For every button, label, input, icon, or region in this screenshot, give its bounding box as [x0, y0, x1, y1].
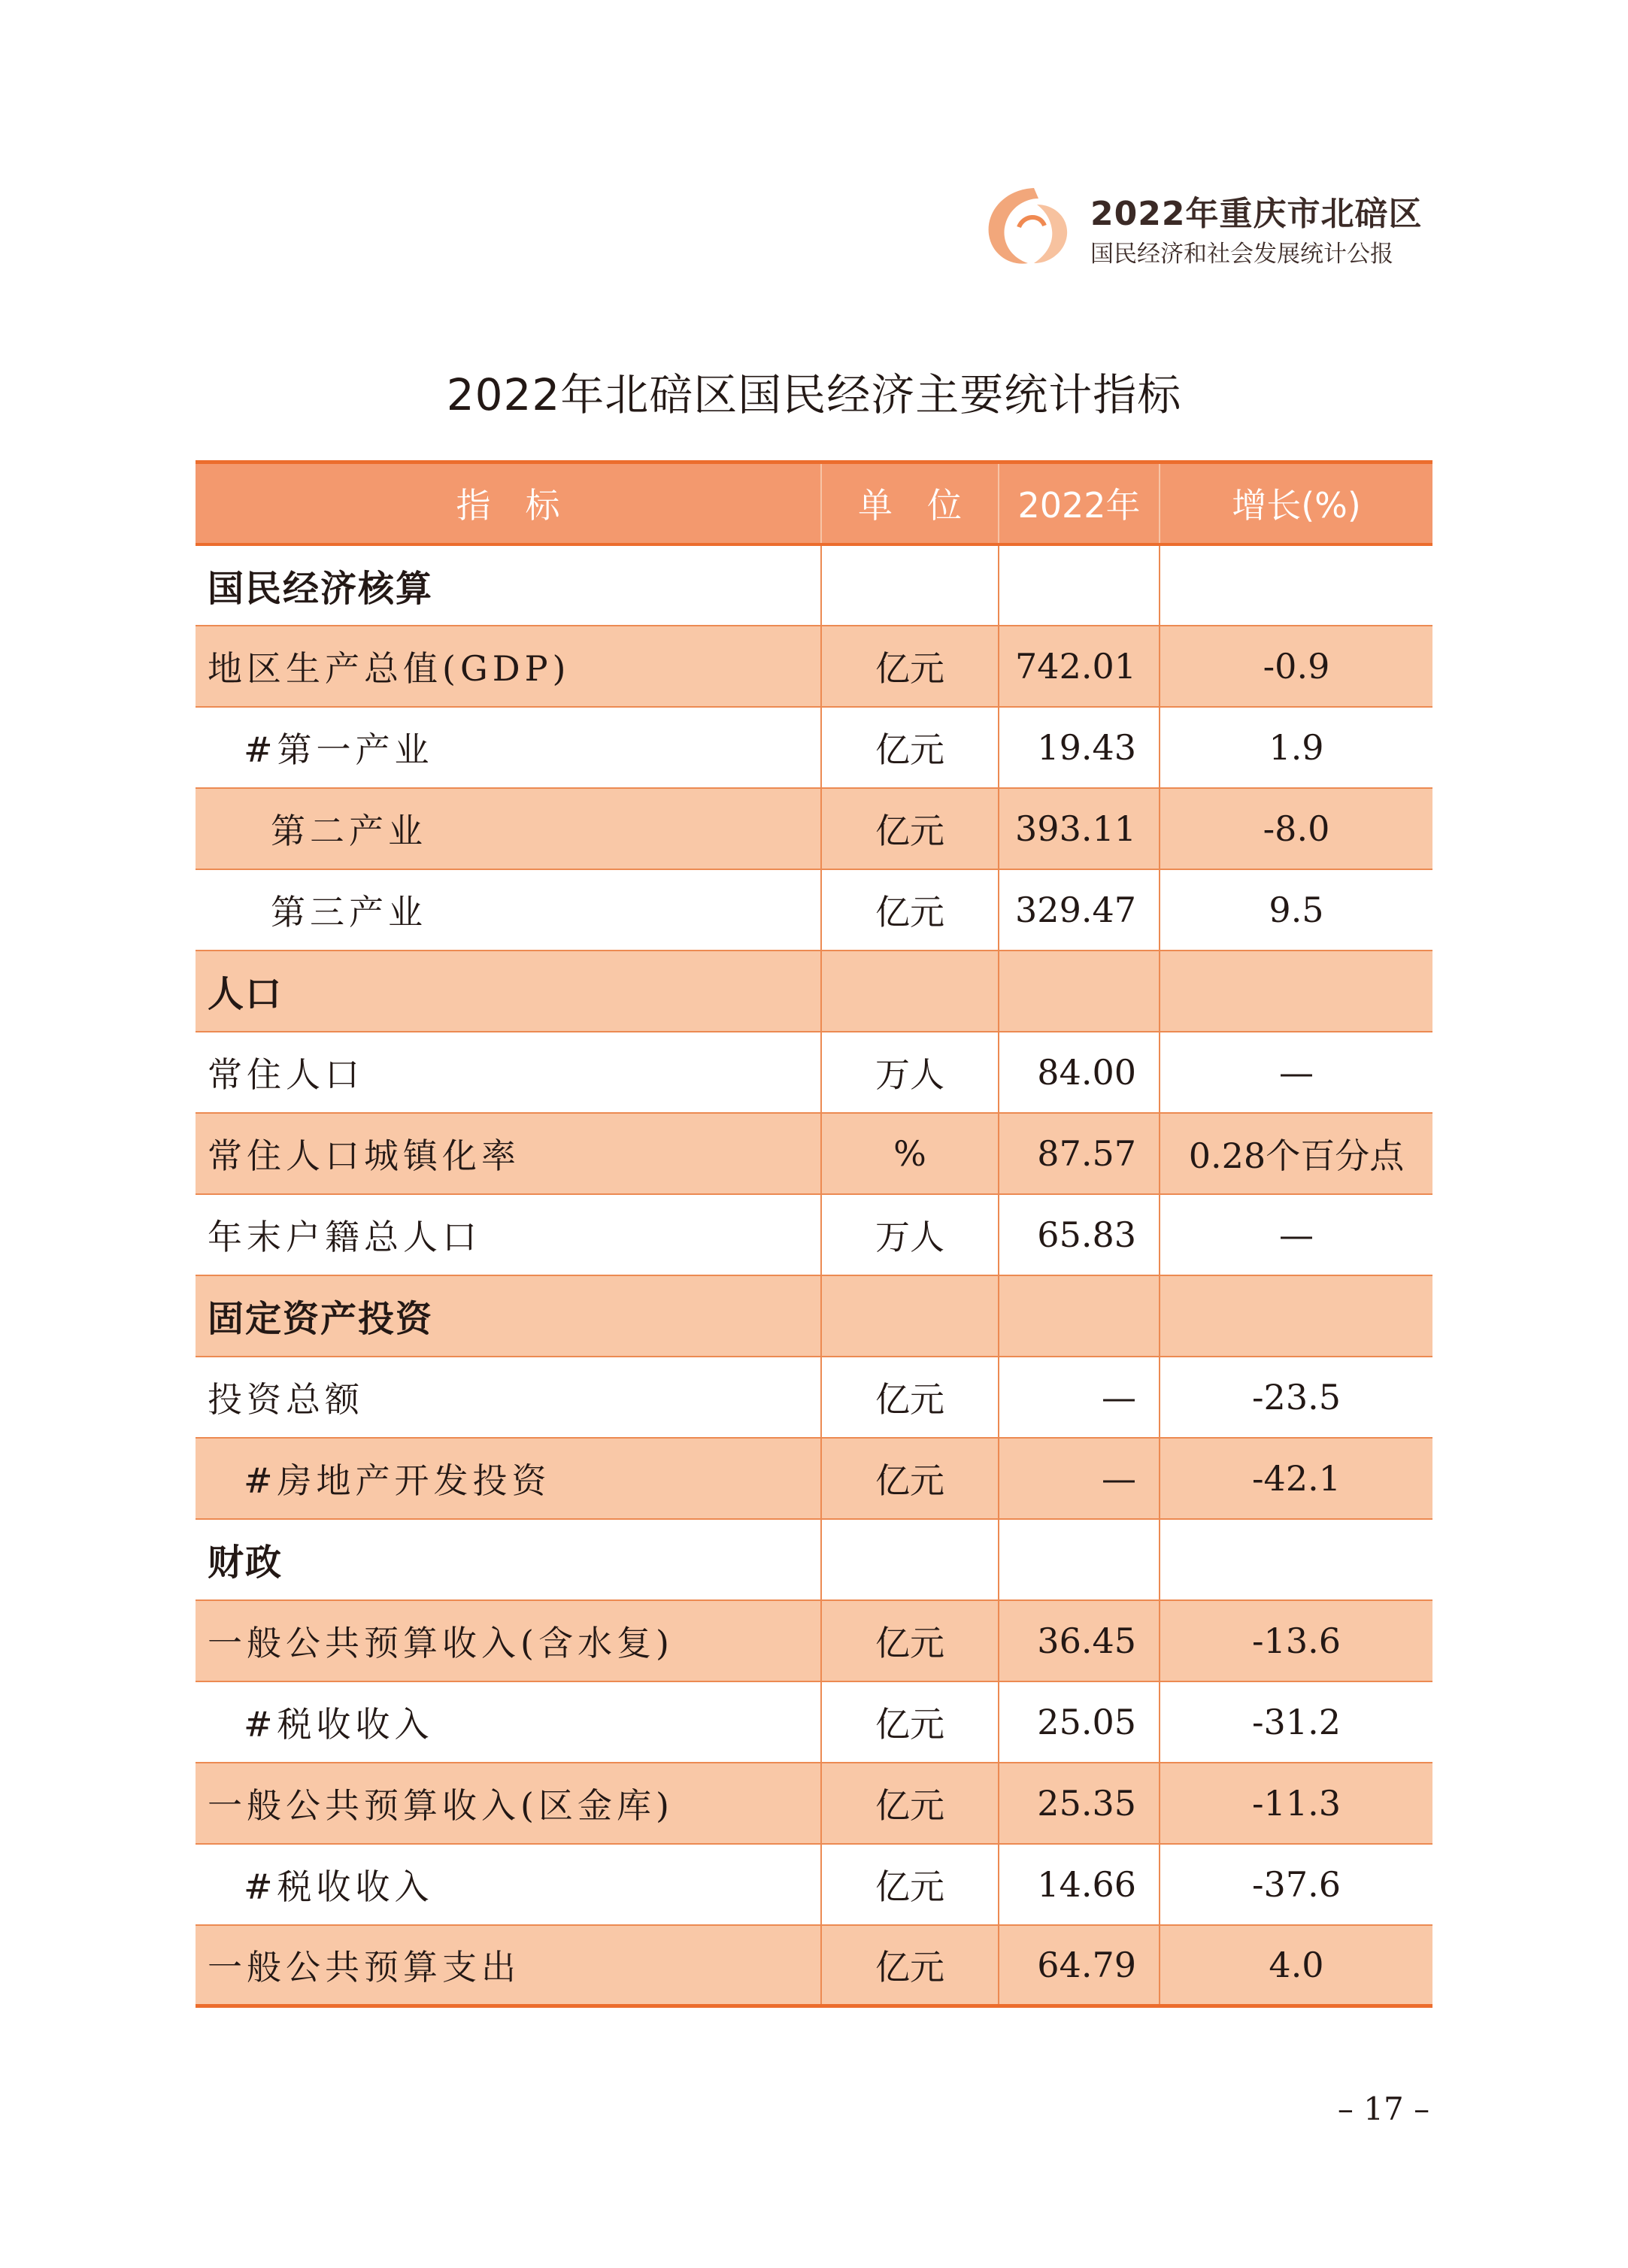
indicator-cell: 一般公共预算收入(含水复) [208, 1622, 674, 1663]
growth-cell: — [1160, 1032, 1432, 1113]
value-cell [999, 1519, 1160, 1600]
growth-cell: 4.0 [1160, 1925, 1432, 2006]
unit-cell [821, 544, 999, 626]
value-cell: 393.11 [999, 788, 1160, 869]
unit-cell [821, 951, 999, 1032]
table-row [196, 1275, 1432, 1357]
value-cell: 329.47 [999, 869, 1160, 951]
indicator-cell: 第二产业 [271, 810, 427, 851]
column-header-indicator: 指 标 [456, 485, 560, 526]
section-label: 财政 [208, 1542, 283, 1584]
growth-cell: -23.5 [1160, 1357, 1432, 1438]
growth-cell: -0.9 [1160, 626, 1432, 707]
unit-cell: 亿元 [821, 626, 999, 707]
growth-cell: 0.28个百分点 [1160, 1113, 1432, 1194]
value-cell: — [999, 1357, 1160, 1438]
growth-cell: -8.0 [1160, 788, 1432, 869]
column-header-unit: 单 位 [821, 462, 999, 544]
column-header-value: 2022年 [999, 462, 1160, 544]
value-cell: 84.00 [999, 1032, 1160, 1113]
value-cell [999, 1275, 1160, 1357]
report-header [981, 179, 1448, 277]
table-row [196, 1681, 1432, 1763]
indicator-cell: 一般公共预算支出 [208, 1946, 520, 1988]
table-row [196, 1925, 1432, 2006]
indicator-cell: #第一产业 [244, 729, 434, 770]
growth-cell [1160, 544, 1432, 626]
table-row [196, 1763, 1432, 1844]
section-label: 人口 [208, 973, 283, 1015]
table-row [196, 1519, 1432, 1600]
indicator-cell: 一般公共预算收入(区金库) [208, 1784, 674, 1826]
table-header-row [196, 462, 1432, 544]
growth-cell: 1.9 [1160, 707, 1432, 788]
unit-cell: 万人 [821, 1194, 999, 1275]
table-row [196, 626, 1432, 707]
table-row [196, 1600, 1432, 1681]
unit-cell: 亿元 [821, 707, 999, 788]
unit-cell: 亿元 [821, 1681, 999, 1763]
unit-cell: 亿元 [821, 869, 999, 951]
value-cell: 14.66 [999, 1844, 1160, 1925]
value-cell: 19.43 [999, 707, 1160, 788]
value-cell: 87.57 [999, 1113, 1160, 1194]
growth-cell: -31.2 [1160, 1681, 1432, 1763]
value-cell: 25.35 [999, 1763, 1160, 1844]
table-row [196, 869, 1432, 951]
table-row [196, 1438, 1432, 1519]
unit-cell [821, 1275, 999, 1357]
value-cell: — [999, 1438, 1160, 1519]
unit-cell: % [821, 1113, 999, 1194]
indicator-cell: #税收收入 [244, 1703, 434, 1745]
indicator-cell: 常住人口 [208, 1054, 364, 1095]
value-cell: 742.01 [999, 626, 1160, 707]
table-row [196, 707, 1432, 788]
section-label: 国民经济核算 [208, 567, 434, 610]
unit-cell: 亿元 [821, 788, 999, 869]
page-number: – 17 – [1337, 2091, 1430, 2127]
growth-cell: -42.1 [1160, 1438, 1432, 1519]
table-row [196, 1032, 1432, 1113]
indicator-cell: 投资总额 [208, 1378, 364, 1420]
growth-cell [1160, 1275, 1432, 1357]
unit-cell: 亿元 [821, 1600, 999, 1681]
table-row [196, 951, 1432, 1032]
table-row [196, 1357, 1432, 1438]
value-cell [999, 544, 1160, 626]
value-cell: 36.45 [999, 1600, 1160, 1681]
unit-cell [821, 1519, 999, 1600]
growth-cell: 9.5 [1160, 869, 1432, 951]
table-row [196, 788, 1432, 869]
statistics-table [196, 460, 1432, 2008]
growth-cell [1160, 951, 1432, 1032]
value-cell [999, 951, 1160, 1032]
section-label: 固定资产投资 [208, 1298, 434, 1340]
growth-cell: -13.6 [1160, 1600, 1432, 1681]
unit-cell: 亿元 [821, 1925, 999, 2006]
table-row [196, 1194, 1432, 1275]
unit-cell: 亿元 [821, 1438, 999, 1519]
indicator-cell: 第三产业 [271, 891, 427, 932]
report-title: 2022年重庆市北碚区 [1090, 195, 1423, 233]
unit-cell: 亿元 [821, 1763, 999, 1844]
indicator-cell: 常住人口城镇化率 [208, 1135, 520, 1176]
value-cell: 64.79 [999, 1925, 1160, 2006]
table-row [196, 1844, 1432, 1925]
table-row [196, 1113, 1432, 1194]
unit-cell: 万人 [821, 1032, 999, 1113]
report-logo-icon [981, 182, 1078, 269]
table-row [196, 544, 1432, 626]
value-cell: 25.05 [999, 1681, 1160, 1763]
growth-cell: — [1160, 1194, 1432, 1275]
indicator-cell: 地区生产总值(GDP) [208, 647, 571, 689]
unit-cell: 亿元 [821, 1357, 999, 1438]
value-cell: 65.83 [999, 1194, 1160, 1275]
indicator-cell: 年末户籍总人口 [208, 1216, 481, 1257]
growth-cell [1160, 1519, 1432, 1600]
growth-cell: -37.6 [1160, 1844, 1432, 1925]
column-header-growth: 增长(%) [1160, 462, 1432, 544]
unit-cell: 亿元 [821, 1844, 999, 1925]
growth-cell: -11.3 [1160, 1763, 1432, 1844]
report-subtitle: 国民经济和社会发展统计公报 [1090, 241, 1393, 268]
indicator-cell: #税收收入 [244, 1866, 434, 1907]
page-title: 2022年北碚区国民经济主要统计指标 [446, 369, 1182, 420]
indicator-cell: #房地产开发投资 [244, 1460, 551, 1501]
